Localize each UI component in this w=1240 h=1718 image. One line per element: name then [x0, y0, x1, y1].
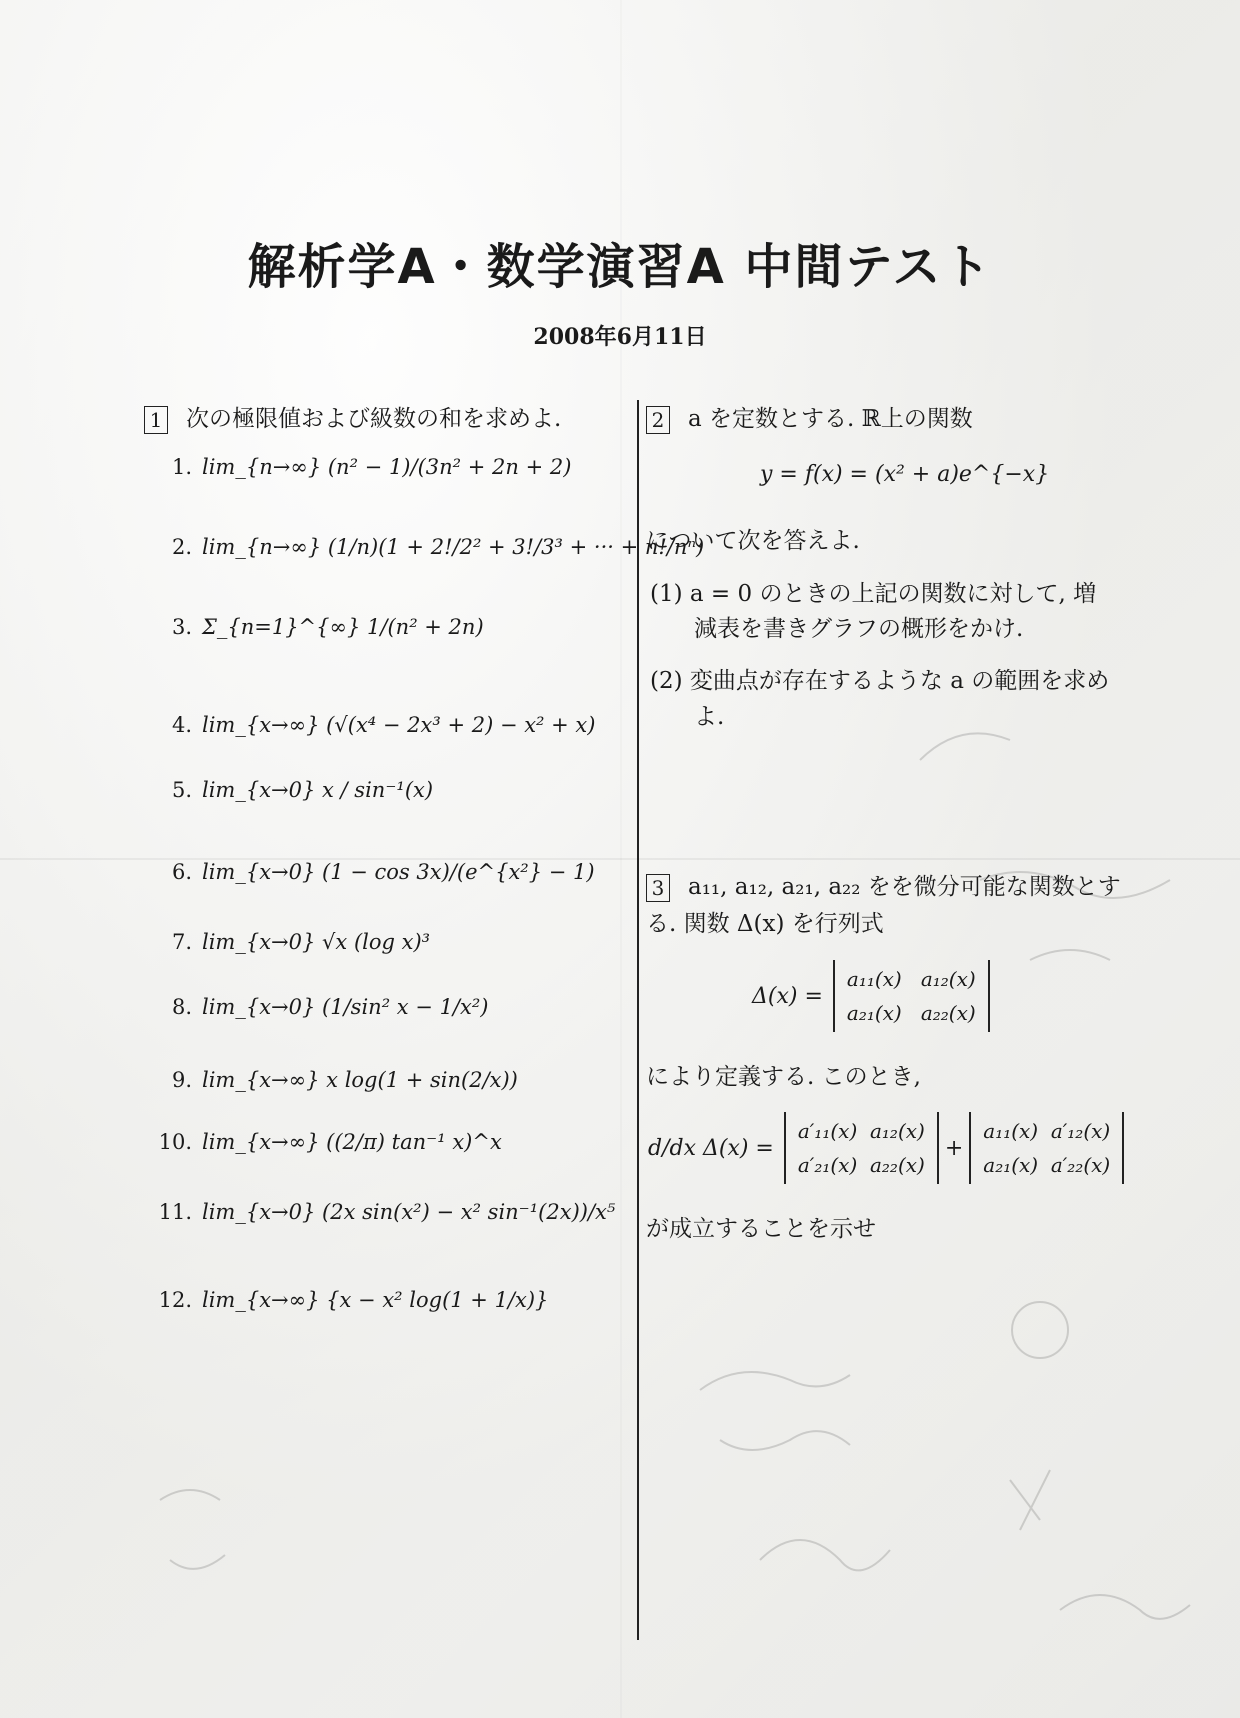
- item-number: 4.: [171, 713, 192, 737]
- document-date: 2008年6月11日: [533, 324, 707, 350]
- question-number-box: 1: [144, 406, 168, 434]
- question2-sub1-line2: 減表を書きグラフの概形をかけ.: [694, 616, 1024, 642]
- item-expression: lim_{x→∞} x log(1 + sin(2/x)): [202, 1068, 518, 1092]
- sub-label: (2): [650, 668, 683, 694]
- det-entry: a′₁₂(x): [1050, 1119, 1111, 1143]
- item-number: 5.: [171, 778, 192, 802]
- question3-text: a₁₁, a₁₂, a₂₁, a₂₂ をを微分可能な関数とす: [688, 874, 1121, 900]
- item-expression: Σ_{n=1}^{∞} 1/(n² + 2n): [202, 615, 484, 639]
- item-expression: lim_{x→0} √x (log x)³: [202, 930, 431, 954]
- det-entry: a₁₁(x): [846, 967, 902, 991]
- item-expression: lim_{x→0} (2x sin(x²) − x² sin⁻¹(2x))/x⁵: [202, 1200, 616, 1224]
- item-number: 8.: [171, 995, 192, 1019]
- item-expression: lim_{x→∞} (√(x⁴ − 2x³ + 2) − x² + x): [202, 713, 596, 737]
- sub-text: a = 0 のときの上記の関数に対して, 増: [689, 581, 1097, 607]
- question3-line: により定義する. このとき,: [646, 1064, 921, 1090]
- det-entry: a₁₂(x): [869, 1119, 925, 1143]
- plus-sign: +: [944, 1135, 964, 1161]
- question3-line: る. 関数 Δ(x) を行列式: [646, 911, 884, 937]
- item-expression: lim_{x→∞} ((2/π) tan⁻¹ x)^x: [202, 1130, 502, 1154]
- item-number: 12.: [158, 1288, 192, 1312]
- item-expression: lim_{x→0} (1/sin² x − 1/x²): [202, 995, 489, 1019]
- question2-sub2-line2: よ.: [694, 704, 725, 730]
- question3-line: が成立することを示せ: [646, 1216, 876, 1242]
- item-expression: lim_{x→0} (1 − cos 3x)/(e^{x²} − 1): [202, 860, 595, 884]
- det-entry: a₁₁(x): [983, 1119, 1039, 1143]
- question2-formula: y = f(x) = (x² + a)e^{−x}: [760, 462, 1050, 487]
- item-number: 7.: [171, 930, 192, 954]
- item-number: 2.: [171, 535, 192, 559]
- det-entry: a′₂₂(x): [1050, 1153, 1111, 1177]
- item-number: 1.: [171, 455, 192, 479]
- document-title: 解析学A・数学演習A 中間テスト: [247, 239, 993, 295]
- sub-label: (1): [650, 581, 683, 607]
- item-number: 11.: [158, 1200, 192, 1224]
- item-number: 3.: [171, 615, 192, 639]
- det-entry: a₂₁(x): [846, 1001, 902, 1025]
- det-lhs: Δ(x) =: [752, 983, 823, 1009]
- det-entry: a₂₂(x): [920, 1001, 976, 1025]
- item-expression: lim_{x→0} x / sin⁻¹(x): [202, 778, 434, 802]
- question-number-box: 2: [646, 406, 670, 434]
- deriv-lhs: d/dx Δ(x) =: [648, 1135, 774, 1161]
- det-entry: a′₁₁(x): [797, 1119, 858, 1143]
- det-entry: a₂₂(x): [869, 1153, 925, 1177]
- item-number: 9.: [171, 1068, 192, 1092]
- item-number: 6.: [171, 860, 192, 884]
- item-expression: lim_{n→∞} (n² − 1)/(3n² + 2n + 2): [202, 455, 572, 479]
- question2-line: について次を答えよ.: [646, 528, 860, 554]
- item-expression: lim_{n→∞} (1/n)(1 + 2!/2² + 3!/3³ + ··· + n!/nⁿ): [202, 535, 705, 559]
- question-number-box: 3: [646, 874, 670, 902]
- det-entry: a′₂₁(x): [797, 1153, 858, 1177]
- question1-text: 次の極限値および級数の和を求めよ.: [186, 406, 562, 432]
- question2-text: a を定数とする. ℝ上の関数: [688, 406, 973, 432]
- det-entry: a₂₁(x): [983, 1153, 1039, 1177]
- item-expression: lim_{x→∞} {x − x² log(1 + 1/x)}: [202, 1288, 549, 1312]
- item-number: 10.: [158, 1130, 192, 1154]
- sub-text: 変曲点が存在するような a の範囲を求め: [689, 668, 1110, 694]
- det-entry: a₁₂(x): [920, 967, 976, 991]
